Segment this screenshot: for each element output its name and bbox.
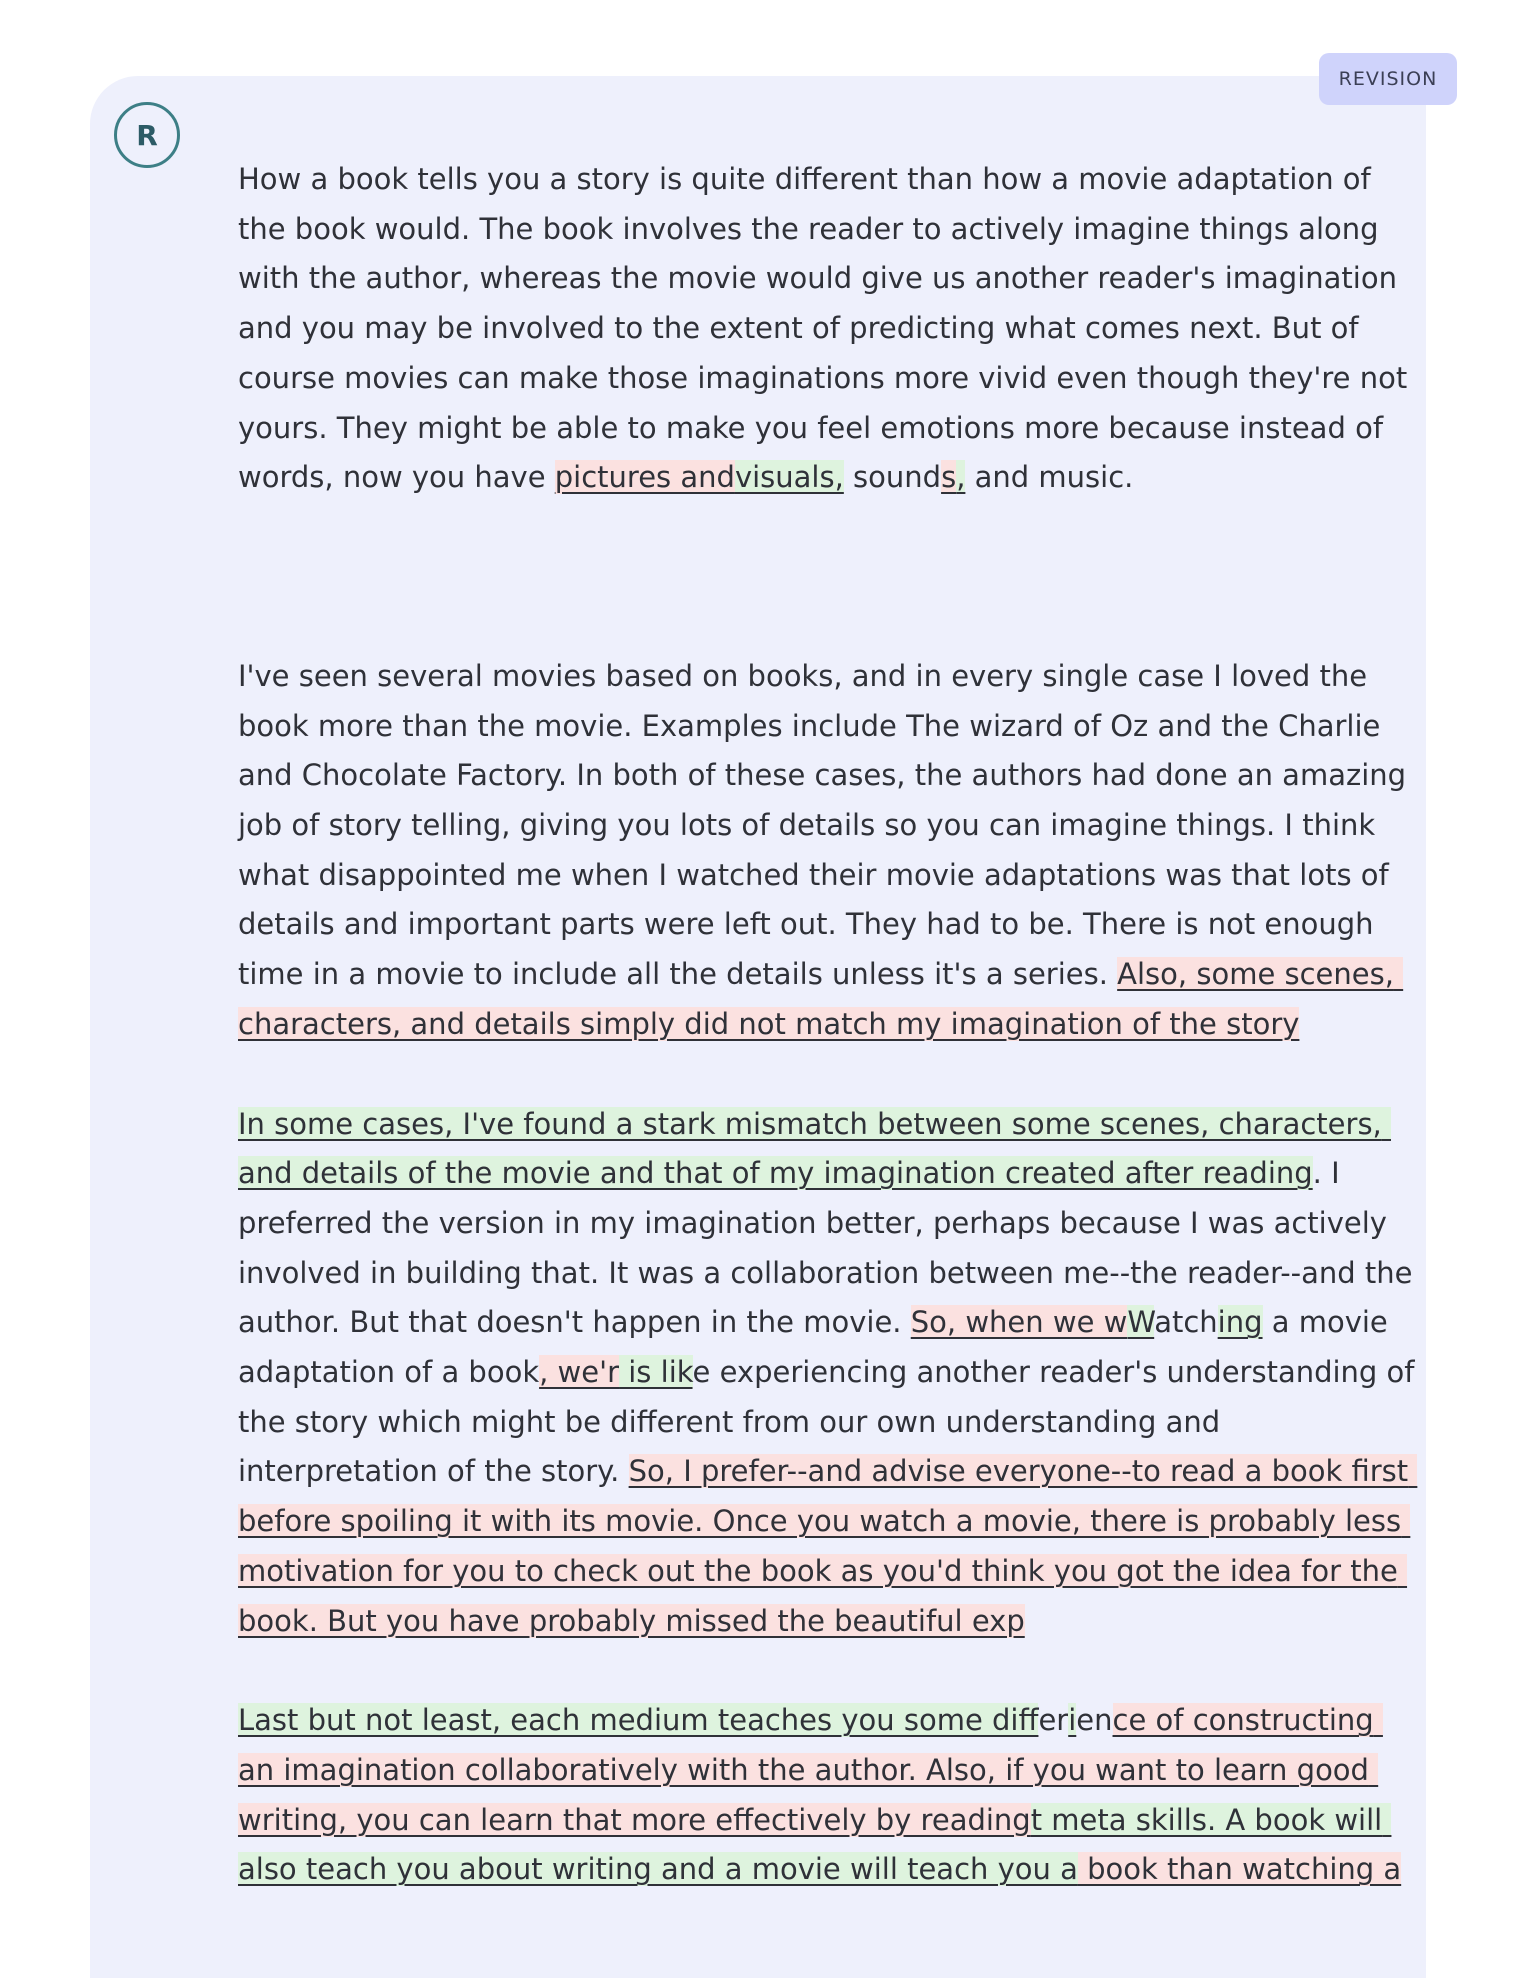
inserted-text: t meta skills. A book will also teach you about writing and a movie will teach you a: [238, 1802, 1392, 1887]
revision-text: [238, 155, 1424, 1895]
deleted-text: Also, some scenes, characters, and details simply did not match my imagination of the story: [238, 957, 1404, 1041]
avatar: R: [114, 102, 180, 168]
text-segment: er: [1038, 1703, 1069, 1738]
paragraph: [238, 155, 1418, 503]
paragraph-spacer: [238, 503, 1418, 652]
paragraph-spacer: [238, 1646, 1418, 1696]
text-segment: How a book tells you a story is quite different than how a movie adaptation of the book would. The book involves the reader to actively imagine things along with the author, whereas the movie would give us another reader's imagination and you may be involved to the extent of predicting what comes next. But of course movies can make those imaginations more vivid even though they're not yours. They might be able to make you feel emotions more because instead of words, now you have: [238, 162, 1417, 495]
paragraph: [238, 1100, 1424, 1647]
inserted-text: ing: [1217, 1305, 1263, 1340]
deleted-text: So, when we w: [910, 1305, 1128, 1340]
text-segment: and music.: [965, 460, 1134, 495]
paragraph: [238, 652, 1418, 1050]
deleted-text: So, I prefer--and advise everyone--to read a book first before spoiling it with its movie. Once you watch a movie, there is probably less motivation for you to check out the book as you'd think you got the idea for the book. But you have probably missed the beautiful exp: [238, 1454, 1418, 1638]
inserted-text: In some cases, I've found a stark mismatch between some scenes, characters, and details of the movie and that of my imagination created after reading: [238, 1106, 1391, 1191]
inserted-text: visuals,: [734, 460, 844, 495]
deleted-text: , we'r: [539, 1355, 620, 1390]
inserted-text: i: [1068, 1703, 1077, 1738]
text-segment: . I preferred the version in my imagination better, perhaps because I was actively involved in building that. It was a collaboration between me--the reader--and the author. But that doesn't happen in the movie.: [238, 1156, 1422, 1340]
inserted-text: is lik: [619, 1355, 693, 1390]
inserted-text: Last but not least, each medium teaches you some diff: [238, 1703, 1039, 1738]
deleted-text: pictures and: [554, 460, 735, 495]
paragraph: [238, 1696, 1418, 1895]
text-segment: sound: [843, 460, 942, 495]
text-segment: a movie adaptation of a book: [238, 1305, 1397, 1390]
text-segment: en: [1076, 1703, 1113, 1738]
paragraph-spacer: [238, 1050, 1418, 1100]
deleted-text: book than watching a: [1077, 1852, 1402, 1887]
text-segment: atch: [1154, 1305, 1218, 1340]
inserted-text: W: [1127, 1305, 1155, 1340]
deleted-text: ce of constructing an imagination collaboratively with the author. Also, if you want to learn good writing, you can learn that more effectively by reading: [238, 1703, 1383, 1837]
deleted-text: s: [941, 460, 957, 495]
text-segment: I've seen several movies based on books, and in every single case I loved the book more than the movie. Examples include The wizard of Oz and the Charlie and Chocolate Factory. In both of these cases, the authors had done an amazing job of story telling, giving you lots of details so you can imagine things. I think what disappointed me when I watched their movie adaptations was that lots of details and important parts were left out. They had to be. There is not enough time in a movie to include all the details unless it's a series.: [238, 658, 1416, 992]
text-segment: e experiencing another reader's understanding of the story which might be different from our own understanding and interpretation of the story.: [238, 1355, 1424, 1489]
inserted-text: ,: [956, 460, 966, 495]
revision-badge: REVISION: [1319, 53, 1457, 105]
